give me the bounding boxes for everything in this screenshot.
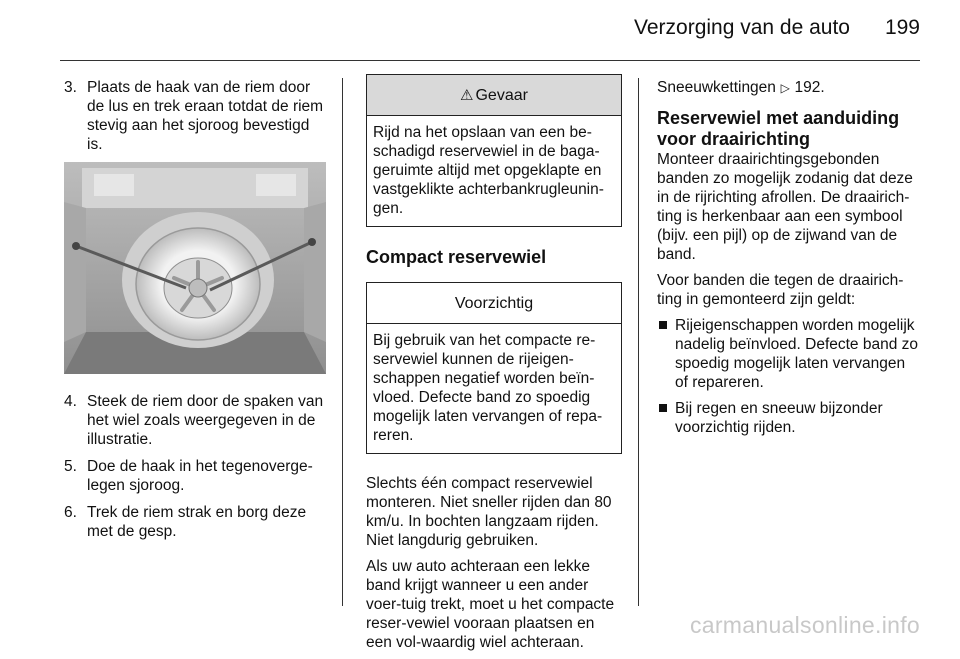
column-1 <box>64 78 326 549</box>
square-bullet-icon <box>659 404 667 412</box>
danger-box-title: Gevaar <box>475 86 528 104</box>
bullet-item <box>657 399 921 437</box>
watermark: carmanualsonline.info <box>689 612 920 638</box>
page-header-title: Verzorging van de auto <box>634 16 850 39</box>
paragraph: Voor banden die tegen de draairich-ting in gemonteerd zijn geldt: <box>657 272 904 308</box>
step-item <box>64 457 326 495</box>
step-text: Trek de riem strak en borg deze met de gesp. <box>87 504 307 540</box>
step-number: 5. <box>64 458 77 475</box>
caution-box <box>366 282 622 454</box>
step-text: Steek de riem door de spaken van het wiel zoals weergegeven in de illustratie. <box>87 393 324 448</box>
cross-reference-page: 192. <box>794 79 825 96</box>
spare-wheel-strap-illustration <box>64 162 326 374</box>
cross-reference <box>657 78 921 98</box>
caution-box-header <box>367 283 621 324</box>
step-item <box>64 392 326 449</box>
paragraph: Als uw auto achteraan een lekke band krijgt wanneer u een ander voer-tuig trekt, moet u het compacte reser-vewiel vooraan plaatsen en een vol-waardig wiel achteraan. <box>366 558 615 651</box>
caution-box-title: Voorzichtig <box>454 294 534 312</box>
warning-triangle-icon: ⚠ <box>460 86 474 104</box>
section-title-compact-spare: Compact reservewiel <box>366 247 547 267</box>
bullet-item <box>657 316 921 392</box>
paragraph: Monteer draairichtingsgebonden banden zo mogelijk zodanig dat deze in de rijrichting afrollen. De draairich-ting is herkenbaar aan een symbool (bijv. een pijl) op de zijwand van de band. <box>657 151 913 263</box>
step-item <box>64 78 326 154</box>
page-number: 199 <box>884 16 920 39</box>
bullet-text: Bij regen en sneeuw bijzonder voorzichtig rijden. <box>675 400 883 436</box>
column-2 <box>366 74 622 659</box>
column-3 <box>657 78 921 444</box>
danger-box <box>366 74 622 227</box>
step-item <box>64 503 326 541</box>
step-number: 3. <box>64 79 77 96</box>
square-bullet-icon <box>659 321 667 329</box>
danger-box-header <box>367 75 621 116</box>
column-divider-left <box>342 78 343 606</box>
step-text: Plaats de haak van de riem door de lus en trek eraan totdat de riem stevig aan het sjoroog bevestigd is. <box>87 79 324 153</box>
bullet-list <box>657 316 921 437</box>
paragraph: Slechts één compact reservewiel monteren. Niet sneller rijden dan 80 km/u. In bochten langzaam rijden. Niet langdurig gebruiken. <box>366 475 612 549</box>
steps-list-top <box>64 78 326 154</box>
step-text: Doe de haak in het tegenoverge-legen sjoroog. <box>87 458 313 494</box>
steps-list-bottom <box>64 392 326 541</box>
section-title-directional-spare: Reservewiel met aanduiding voor draairichting <box>657 108 900 149</box>
cross-reference-text: Sneeuwkettingen <box>657 79 776 96</box>
danger-box-text: Rijd na het opslaan van een be-schadigd reservewiel in de baga-geruimte altijd met opgeklapte en vastgeklikte achterbankrugleunin-gen. <box>373 124 604 217</box>
step-number: 6. <box>64 504 77 521</box>
column-divider-right <box>638 78 639 606</box>
arrow-reference-icon: ▷ <box>780 81 790 95</box>
header-divider <box>60 60 920 61</box>
caution-box-text: Bij gebruik van het compacte re-servewiel kunnen de rijeigen-schappen negatief worden beïn-vloed. Defecte band zo spoedig mogelijk laten vervangen of repa-reren. <box>373 332 603 444</box>
step-number: 4. <box>64 393 77 410</box>
bullet-text: Rijeigenschappen worden mogelijk nadelig beïnvloed. Defecte band zo spoedig mogelijk laten vervangen of repareren. <box>675 317 919 391</box>
